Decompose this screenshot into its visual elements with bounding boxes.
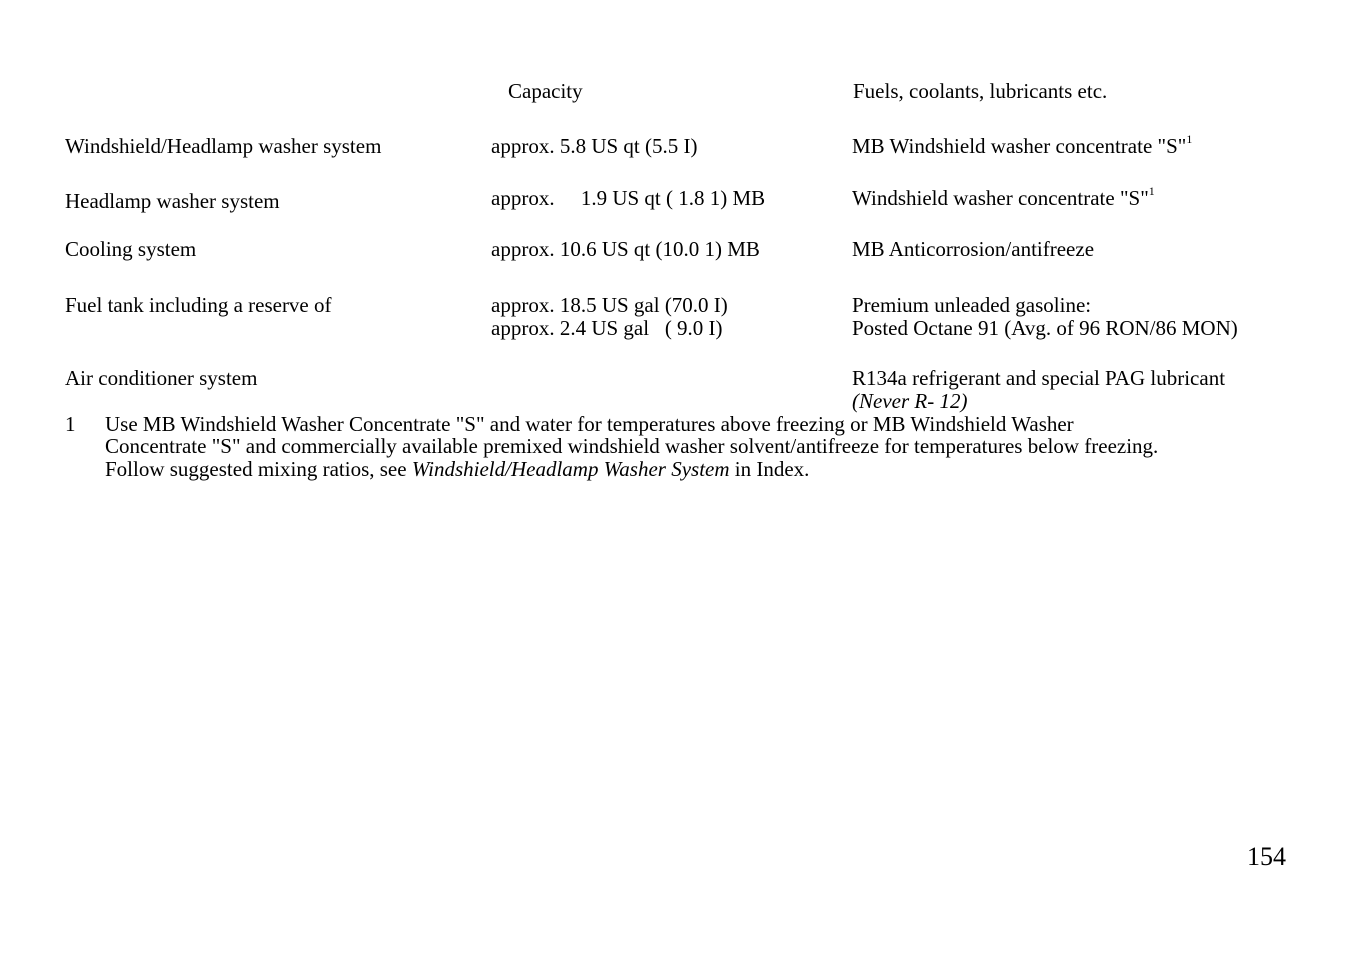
footnote-line-3 (105, 458, 809, 481)
row-fluid-fuel-octane: Posted Octane 91 (Avg. of 96 RON/86 MON) (852, 316, 1238, 340)
row-capacity-headlamp-washer: approx. 1.9 US qt ( 1.8 1) MB (491, 186, 766, 210)
footnote-number: 1 (65, 412, 76, 436)
row-fluid-fuel-tank: Premium unleaded gasoline: (852, 293, 1092, 317)
row-fluid-windshield-headlamp-washer (852, 132, 1193, 158)
row-fluid-air-conditioner: R134a refrigerant and special PAG lubricant (852, 366, 1226, 390)
row-item-air-conditioner: Air conditioner system (65, 366, 258, 390)
row-fluid-cooling-system: MB Anticorrosion/antifreeze (852, 237, 1095, 261)
fluid-text: Windshield washer concentrate "S" (852, 186, 1149, 210)
footnote-line-3-post: in Index. (729, 457, 810, 481)
page-number: 154 (1247, 842, 1286, 871)
footnote-index-reference: Windshield/Headlamp Washer System (411, 457, 730, 481)
row-capacity-cooling-system: approx. 10.6 US qt (10.0 1) MB (491, 237, 760, 261)
footnote-ref: 1 (1186, 132, 1193, 146)
row-capacity-fuel-reserve: approx. 2.4 US gal ( 9.0 I) (491, 316, 723, 340)
row-item-fuel-tank: Fuel tank including a reserve of (65, 293, 332, 317)
row-item-windshield-headlamp-washer: Windshield/Headlamp washer system (65, 134, 382, 158)
capacity-header: Capacity (508, 79, 583, 103)
row-item-headlamp-washer: Headlamp washer system (65, 189, 280, 213)
row-item-cooling-system: Cooling system (65, 237, 197, 261)
row-fluid-air-conditioner-note: (Never R- 12) (852, 389, 968, 413)
fuels-header: Fuels, coolants, lubricants etc. (853, 79, 1108, 103)
fluid-text: MB Windshield washer concentrate "S" (852, 134, 1187, 158)
footnote-line-2: Concentrate "S" and commercially available premixed windshield washer solvent/antifreeze for temperatures below freezing. (105, 434, 1159, 458)
row-capacity-fuel-tank: approx. 18.5 US gal (70.0 I) (491, 293, 728, 317)
footnote-line-1: Use MB Windshield Washer Concentrate "S" and water for temperatures above freezing or MB Windshield Washer (105, 412, 1074, 436)
row-capacity-windshield-headlamp-washer: approx. 5.8 US qt (5.5 I) (491, 134, 698, 158)
row-fluid-headlamp-washer (852, 184, 1155, 210)
footnote-line-3-pre: Follow suggested mixing ratios, see (105, 457, 412, 481)
footnote-ref: 1 (1148, 184, 1155, 198)
